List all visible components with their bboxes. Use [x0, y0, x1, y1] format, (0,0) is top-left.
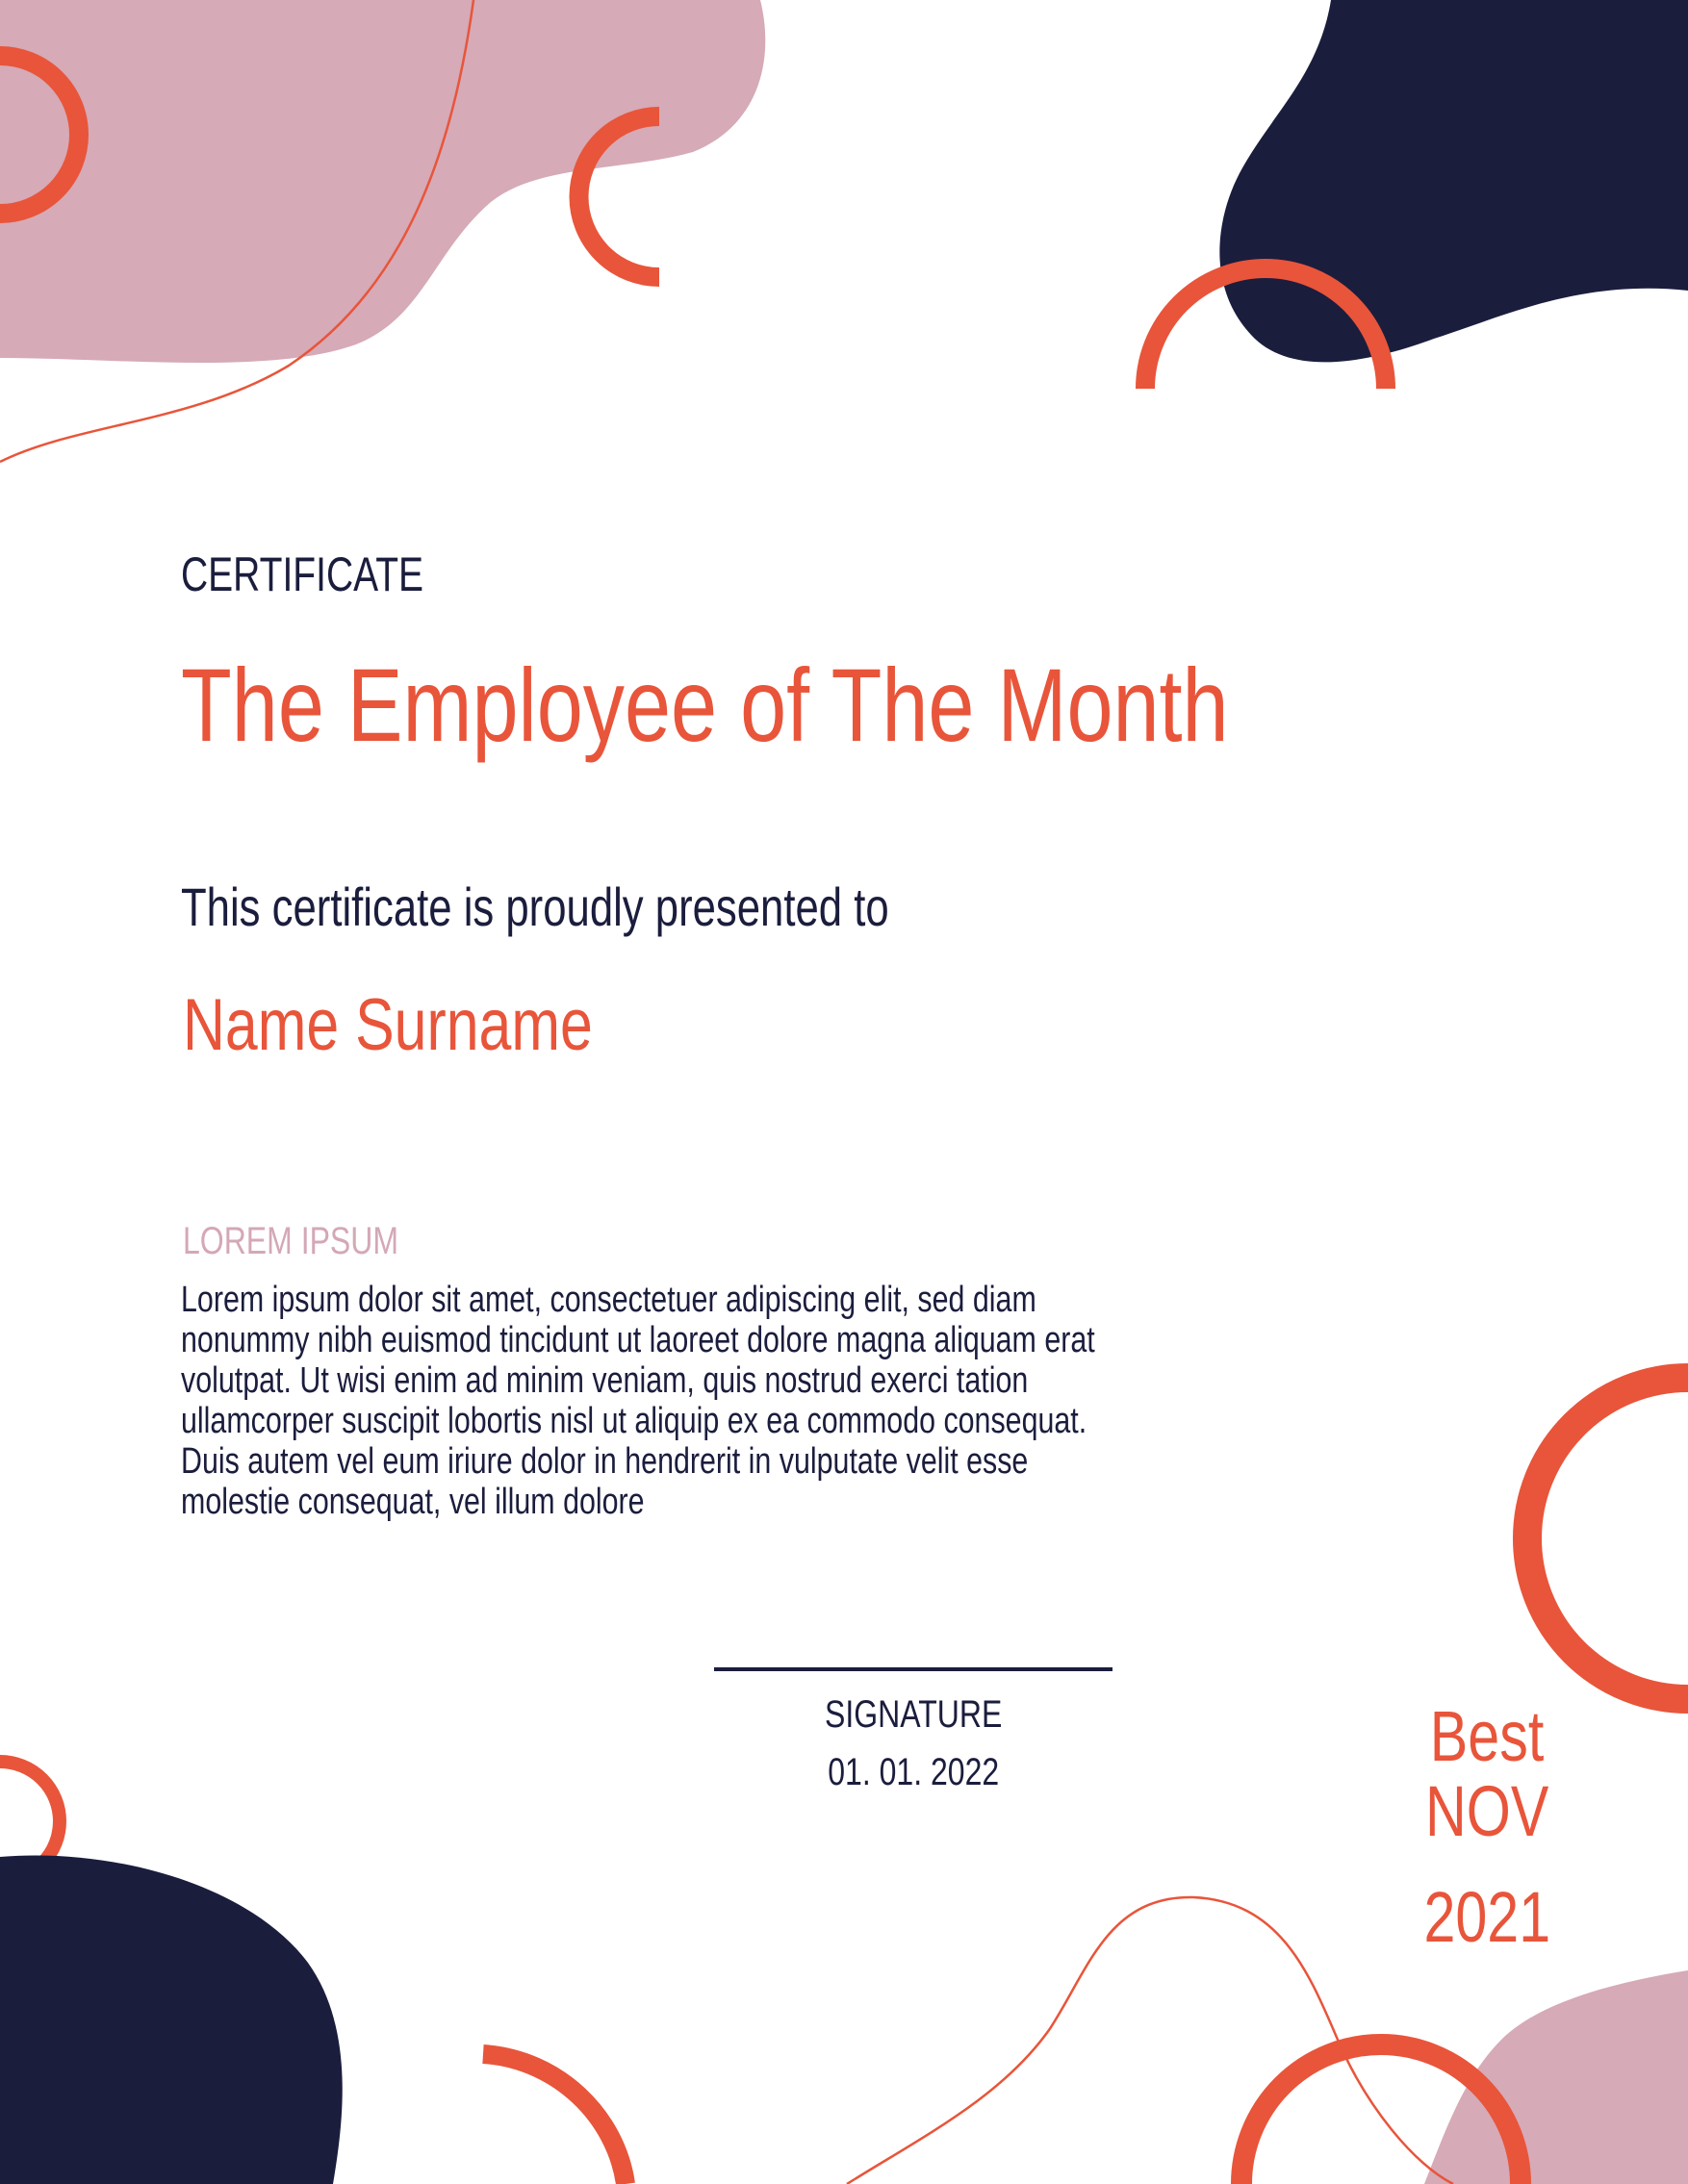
badge-line-year: [1395, 1876, 1578, 1958]
badge-year-text: 2021: [1423, 1877, 1550, 1957]
signature-date: 01. 01. 2022: [828, 1751, 999, 1793]
badge-line-best: [1395, 1695, 1578, 1777]
signature-label-wrap: [714, 1693, 1113, 1737]
certificate-title: The Employee of The Month: [181, 647, 1229, 763]
signature-label: SIGNATURE: [824, 1693, 1003, 1736]
navy-blob-top-right: [1219, 0, 1688, 362]
badge-line-month: [1395, 1770, 1578, 1852]
certificate-heading: CERTIFICATE: [181, 547, 424, 601]
navy-blob-bottom-left: [0, 1855, 343, 2184]
badge-month-text: NOV: [1424, 1771, 1549, 1851]
orange-arc-bottom-center: [483, 2054, 626, 2184]
signature-line: [714, 1667, 1113, 1671]
presented-to-text: This certificate is proudly presented to: [181, 876, 889, 937]
body-paragraph: Lorem ipsum dolor sit amet, consectetuer adipiscing elit, sed diam nonummy nibh euismod tincidunt ut laoreet dolore magna aliquam erat volutpat. Ut wisi enim ad minim veniam, quis nostrud exerci tation ullamcorper suscipit lobortis nisl ut aliquip ex ea commodo consequat. Duis autem vel eum iriure dolor in hendrerit in vulputate velit esse molestie consequat, vel illum dolore: [181, 1280, 1095, 1522]
recipient-name: Name Surname: [183, 984, 593, 1066]
signature-date-wrap: [714, 1751, 1113, 1794]
orange-ring-right: [1527, 1378, 1688, 1699]
badge-best-text: Best: [1429, 1696, 1545, 1776]
pink-blob-top-left: [0, 0, 765, 363]
section-heading: LOREM IPSUM: [183, 1220, 399, 1262]
